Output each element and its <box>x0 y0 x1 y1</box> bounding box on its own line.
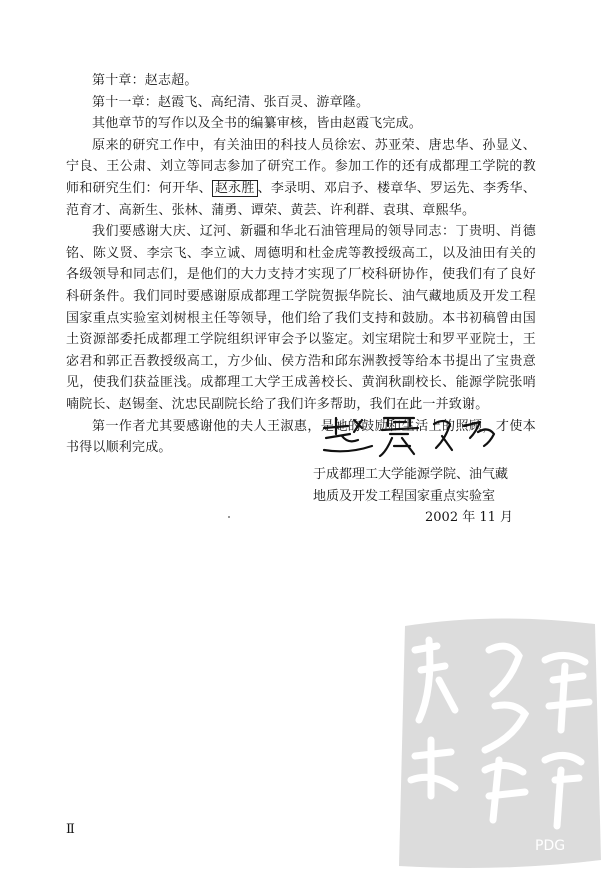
preface-text <box>66 70 536 459</box>
research-text-pre: 原来的研究工作中，有关油田的科技人员徐宏、苏亚荣、唐忠华、孙显义、宁良、王公肃、刘立等同志参加了研究工作。参加工作的还有成都理工学院的教师和研究生们：何开华、 <box>66 137 536 196</box>
watermark-label: PDG <box>535 838 566 854</box>
research-text-post: 、李录明、邓启予、楼章华、罗运先、李秀华、范育才、高新生、张林、蒲勇、谭荣、黄芸、许利群、袁琪、章熙华。 <box>66 180 536 218</box>
affiliation-line-1: 于成都理工大学能源学院、油气藏 <box>313 467 509 482</box>
page-number: Ⅱ <box>66 822 75 837</box>
affiliation-line-2: 地质及开发工程国家重点实验室 <box>313 488 496 504</box>
seal-watermark <box>385 610 607 880</box>
paragraph-ch11: 第十一章：赵霞飞、高纪清、张百灵、游章隆。 <box>92 94 370 110</box>
paragraph-research-staff <box>66 135 536 221</box>
affiliation-block <box>313 464 543 529</box>
paragraph-acknowledgements: 我们要感谢大庆、辽河、新疆和华北石油管理局的领导同志：丁贵明、肖德铭、陈义贤、李宗飞、李立诚、周德明和杜金虎等教授级高工，以及油田有关的各级领导和同志们，是他们的大力支持才实现了厂校科研协作，使我们有了良好科研条件。我们同时要感谢原成都理工学院贺振华院长、油气藏地质及开发工程国家重点实验室刘树根主任等领导，他们给了我们支持和鼓励。本书初稿曾由国土资源部委托成都理工学院组织评审会予以鉴定。刘宝珺院士和罗平亚院士，王宓君和郭正吾教授级高工，方少仙、侯方浩和邱东洲教授等给本书提出了宝贵意见，使我们获益匪浅。成都理工大学王成善校长、黄润秋副校长、能源学院张哨喃院长、赵锡奎、沈忠民副院长给了我们许多帮助，我们在此一并致谢。 <box>66 224 536 412</box>
affiliation-date: 2002 年 11 月 <box>425 510 514 526</box>
paragraph-wife-thanks: 第一作者尤其要感谢他的夫人王淑惠，是她的鼓励和生活上的照顾，才使本书得以顺利完成。 <box>66 418 536 456</box>
speck <box>228 516 230 518</box>
boxed-name: 赵永胜 <box>212 180 258 197</box>
paragraph-other-chapters: 其他章节的写作以及全书的编纂审核，皆由赵霞飞完成。 <box>92 116 423 132</box>
paragraph-ch10: 第十章：赵志超。 <box>92 73 198 88</box>
handwritten-signature <box>318 410 518 460</box>
